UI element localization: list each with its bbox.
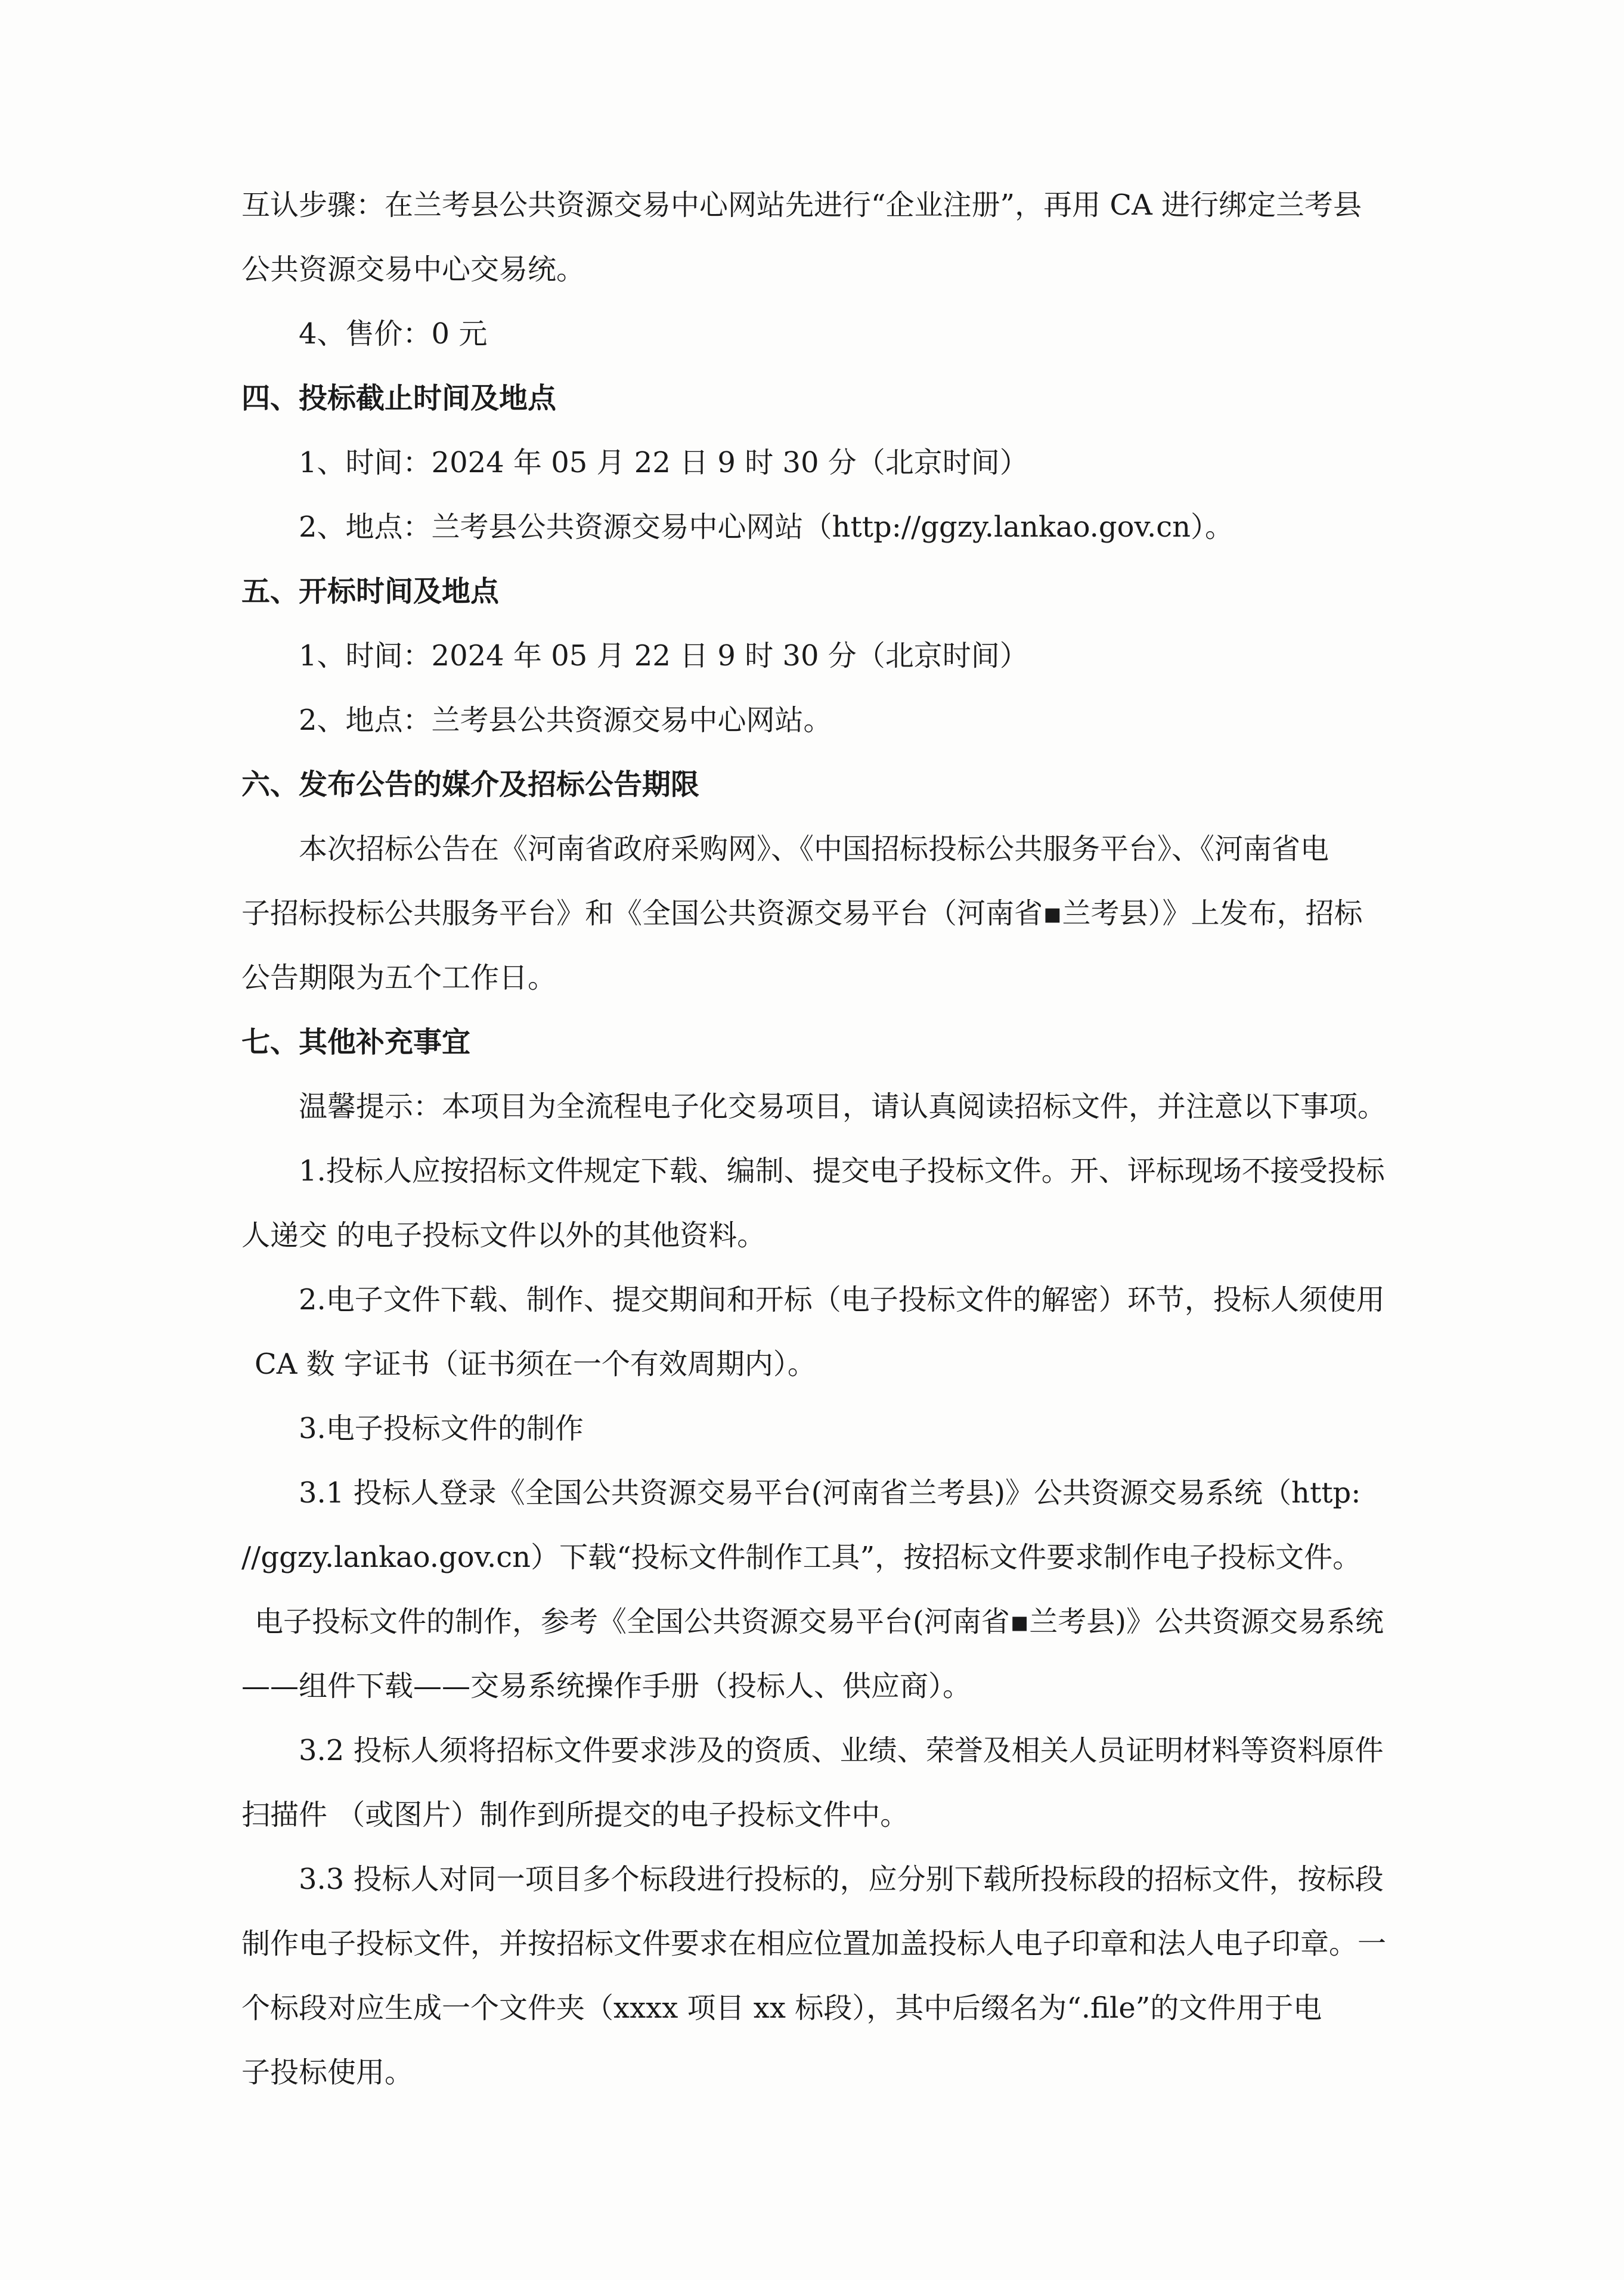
paragraph-line: 本次招标公告在《河南省政府采购网》、《中国招标投标公共服务平台》、《河南省电 (299, 832, 1329, 866)
deadline-place: 2、地点：兰考县公共资源交易中心网站（http://ggzy.lankao.gov.cn）。 (299, 510, 1234, 544)
paragraph-line: 人递交 的电子投标文件以外的其他资料。 (241, 1219, 766, 1252)
reminder-line: 温馨提示：本项目为全流程电子化交易项目，请认真阅读招标文件，并注意以下事项。 (299, 1090, 1387, 1123)
paragraph-line: 公告期限为五个工作日。 (241, 961, 557, 995)
paragraph-line: CA 数 字证书（证书须在一个有效周期内）。 (255, 1347, 816, 1381)
paragraph-line: 互认步骤：在兰考县公共资源交易中心网站先进行“企业注册”，再用 CA 进行绑定兰考县 (241, 188, 1362, 222)
paragraph-line: 扫描件 （或图片）制作到所提交的电子投标文件中。 (241, 1798, 909, 1832)
price-line: 4、售价：0 元 (299, 317, 488, 351)
opening-time: 1、时间：2024 年 05 月 22 日 9 时 30 分（北京时间） (299, 639, 1028, 673)
paragraph-line: 子招标投标公共服务平台》和《全国公共资源交易平台（河南省▪兰考县）》上发布，招标 (241, 897, 1363, 930)
paragraph-line: 公共资源交易中心交易统。 (241, 253, 585, 286)
paragraph-line: 3.1 投标人登录《全国公共资源交易平台(河南省兰考县)》公共资源交易系统（http: (299, 1476, 1361, 1510)
deadline-time: 1、时间：2024 年 05 月 22 日 9 时 30 分（北京时间） (299, 446, 1028, 479)
paragraph-line: 个标段对应生成一个文件夹（xxxx 项目 xx 标段），其中后缀名为“.file”的文件用于电 (241, 1991, 1322, 2025)
section-heading-4: 四、投标截止时间及地点 (241, 382, 557, 415)
paragraph-line: 3.3 投标人对同一项目多个标段进行投标的，应分别下载所投标段的招标文件，按标段 (299, 1863, 1384, 1896)
section-heading-6: 六、发布公告的媒介及招标公告期限 (241, 768, 700, 801)
paragraph-line: 2.电子文件下载、制作、提交期间和开标（电子投标文件的解密）环节，投标人须使用 (299, 1283, 1385, 1316)
section-heading-7: 七、其他补充事宜 (241, 1026, 471, 1059)
paragraph-line: 制作电子投标文件，并按招标文件要求在相应位置加盖投标人电子印章和法人电子印章。一 (241, 1927, 1387, 1960)
paragraph-line: 子投标使用。 (241, 2056, 414, 2089)
paragraph-line: //ggzy.lankao.gov.cn）下载“投标文件制作工具”，按招标文件要求制作电子投标文件。 (241, 1541, 1362, 1574)
paragraph-line: ——组件下载——交易系统操作手册（投标人、供应商）。 (241, 1669, 972, 1703)
paragraph-line: 3.2 投标人须将招标文件要求涉及的资质、业绩、荣誉及相关人员证明材料等资料原件 (299, 1734, 1384, 1767)
paragraph-line: 1.投标人应按招标文件规定下载、编制、提交电子投标文件。开、评标现场不接受投标 (299, 1154, 1385, 1188)
opening-place: 2、地点：兰考县公共资源交易中心网站。 (299, 704, 832, 737)
section-heading-5: 五、开标时间及地点 (241, 575, 500, 608)
subheading-line: 3.电子投标文件的制作 (299, 1412, 584, 1445)
paragraph-line: 电子投标文件的制作，参考《全国公共资源交易平台(河南省▪兰考县)》公共资源交易系统 (255, 1605, 1384, 1638)
document-page (241, 173, 1395, 2105)
